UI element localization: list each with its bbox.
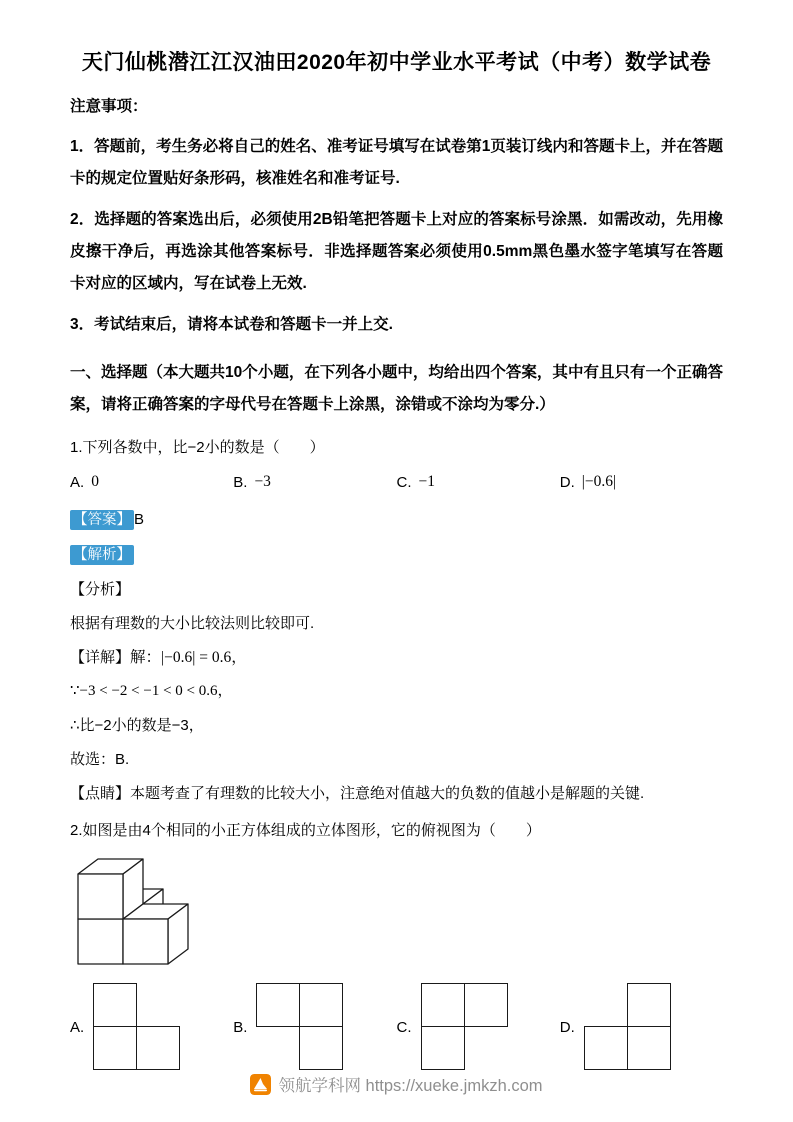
notice-item-3: 3．考试结束后，请将本试卷和答题卡一并上交. bbox=[70, 316, 393, 333]
page-title: 天门仙桃潜江江汉油田2020年初中学业水平考试（中考）数学试卷 bbox=[81, 51, 712, 74]
xiangjie-tag: 【详解】 bbox=[70, 649, 131, 666]
q2-option-b-label: B. bbox=[233, 1018, 248, 1036]
q1-option-a-label: A. bbox=[70, 473, 85, 491]
q1-dianjing-line bbox=[70, 783, 723, 804]
q2-cube-figure bbox=[74, 856, 723, 973]
q1-because-line: ∵−3 < −2 < −1 < 0 < 0.6， bbox=[70, 683, 233, 699]
notice-item-1: 1．答题前，考生务必将自己的姓名、准考证号填写在试卷第1页装订线内和答题卡上，并在答题卡的规定位置贴好条形码，核准姓名和准考证号. bbox=[70, 138, 723, 187]
q1-option-b bbox=[233, 473, 396, 491]
q1-option-c-label: C. bbox=[396, 473, 412, 491]
q1-fenxi-tag-line: 【分析】 bbox=[70, 581, 131, 598]
q1-choose-line: 故选：B. bbox=[70, 751, 130, 768]
watermark-text: 领航学科网 https://xueke.jmkzh.com bbox=[278, 1077, 543, 1095]
q1-option-b-value: −3 bbox=[254, 473, 271, 490]
xiangjie-math: 解：|−0.6| = 0.6， bbox=[130, 649, 247, 666]
q2-option-b bbox=[233, 983, 396, 1071]
q1-options-row bbox=[70, 473, 723, 491]
q1-answer-line bbox=[70, 509, 723, 531]
q1-option-c-value: −1 bbox=[418, 473, 435, 490]
notice-heading: 注意事项： bbox=[70, 98, 148, 115]
jiexi-tag-badge: 【解析】 bbox=[70, 545, 134, 565]
section-one-heading: 一、选择题（本大题共10个小题，在下列各小题中，均给出四个答案，其中有且只有一个正确答案，请将正确答案的字母代号在答题卡上涂黑，涂错或不涂均为零分.） bbox=[70, 364, 723, 413]
q2-option-d bbox=[560, 983, 723, 1071]
cube-front-left-top bbox=[78, 859, 143, 919]
cube-3d-drawing bbox=[74, 856, 192, 968]
paper-content bbox=[0, 48, 793, 1071]
site-logo-icon bbox=[250, 1074, 271, 1095]
q2-options-row bbox=[70, 983, 723, 1071]
q2-option-c-label: C. bbox=[396, 1018, 412, 1036]
q1-option-d-value: |−0.6| bbox=[581, 473, 617, 490]
q2-option-a-label: A. bbox=[70, 1018, 85, 1036]
dianjing-text: 本题考查了有理数的比较大小，注意绝对值越大的负数的值越小是解题的关键. bbox=[130, 785, 645, 802]
q1-xiangjie-line bbox=[70, 647, 723, 668]
q1-option-d bbox=[560, 473, 723, 491]
q1-therefore-line: ∴比−2小的数是−3， bbox=[70, 717, 204, 734]
q2-option-c bbox=[397, 983, 560, 1071]
q1-option-a-value: 0 bbox=[91, 473, 99, 490]
notice-item-2: 2．选择题的答案选出后，必须使用2B铅笔把答题卡上对应的答案标号涂黑．如需改动，先用橡皮擦干净后，再选涂其他答案标号．非选择题答案必须使用0.5mm黑色墨水签字笔填写在答题卡对应的区域内，写在试卷上无效. bbox=[70, 211, 723, 292]
answer-tag-badge: 【答案】 bbox=[70, 510, 134, 530]
q2-stem: 2.如图是由4个相同的小正方体组成的立体图形，它的俯视图为（ ） bbox=[70, 822, 541, 839]
q1-option-c bbox=[397, 473, 560, 491]
q1-stem: 1.下列各数中，比−2小的数是（ ） bbox=[70, 439, 325, 456]
q1-option-a bbox=[70, 473, 233, 491]
q1-option-b-label: B. bbox=[233, 473, 248, 491]
dianjing-tag: 【点睛】 bbox=[70, 785, 131, 802]
q2-option-a-figure bbox=[93, 983, 181, 1071]
q1-answer-value: B bbox=[134, 511, 145, 528]
q2-option-a bbox=[70, 983, 233, 1071]
q2-option-b-figure bbox=[256, 983, 344, 1071]
watermark bbox=[0, 1072, 793, 1096]
q2-option-c-figure bbox=[421, 983, 509, 1071]
q1-jiexi-line bbox=[70, 544, 723, 566]
q2-option-d-figure bbox=[584, 983, 672, 1071]
q2-option-d-label: D. bbox=[559, 1018, 575, 1036]
cube-front-right bbox=[123, 904, 188, 964]
q1-option-d-label: D. bbox=[559, 473, 575, 491]
q1-fenxi-text: 根据有理数的大小比较法则比较即可. bbox=[70, 615, 315, 632]
